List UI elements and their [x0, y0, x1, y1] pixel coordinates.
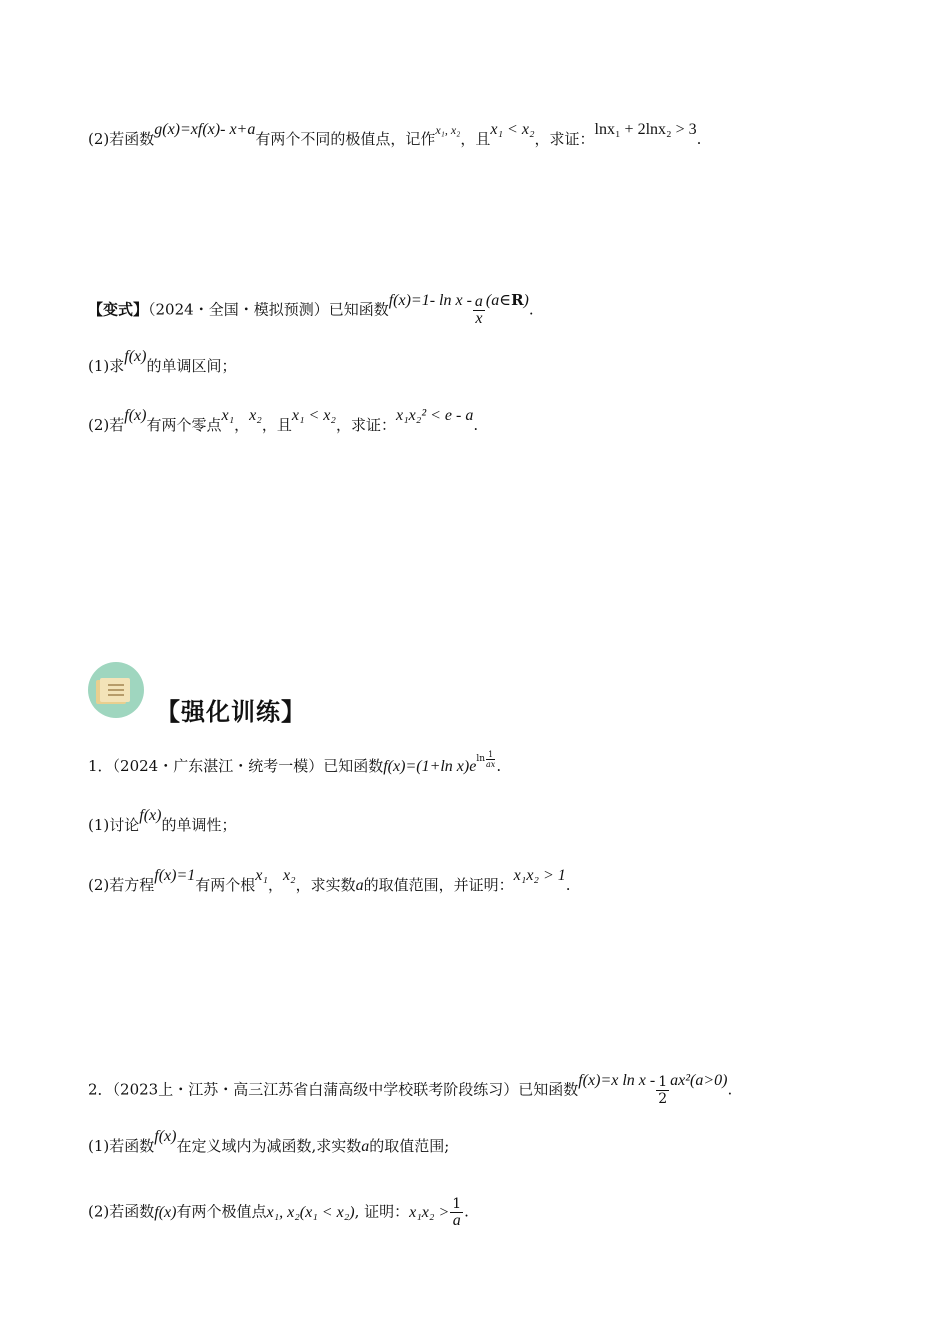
exercise-number: 2． [88, 1080, 113, 1099]
document-icon [88, 662, 144, 718]
formula-order: x₁ < x₂ [490, 121, 535, 138]
end: . [464, 1202, 469, 1221]
exercise-number: 1． [88, 757, 113, 775]
q2-prefix: (2)若方程 [88, 876, 155, 894]
formula-x1: x₁ [255, 867, 268, 884]
formula-close: ) [523, 291, 529, 309]
q1-prefix: (1)讨论 [88, 816, 140, 834]
q2-text: 有两个零点 [146, 416, 222, 434]
q1-prefix: (1)若函数 [88, 1137, 155, 1155]
exercise-1-q1 [88, 807, 910, 837]
formula-tail: ax²(a>0) [670, 1071, 728, 1089]
variant-q2-line [88, 407, 910, 437]
exercise-1-q2 [88, 867, 910, 897]
q2-text: , 证明： [354, 1202, 410, 1221]
formula-f: f(x)=x ln x - [578, 1071, 656, 1089]
formula-x1: x₁ [221, 407, 235, 424]
formula-f: f(x) [124, 348, 147, 365]
q2-prefix: (2)若 [88, 416, 125, 434]
formula-claim: x₁x₂ > [409, 1203, 450, 1221]
variant-source: （2024・全国・模拟预测）已知函数 [148, 300, 389, 319]
exercise-source: （2024・广东湛江・统考一模）已知函数 [112, 757, 384, 775]
end: . [696, 130, 702, 148]
end: . [565, 876, 571, 894]
formula-claim: lnx₁ + 2lnx₂ > 3 [594, 121, 697, 138]
exercise-2-q1 [88, 1128, 910, 1158]
q2-text: 的取值范围，并证明： [363, 876, 514, 894]
separator: ， [267, 876, 283, 894]
text: ，求证： [534, 130, 595, 148]
formula-equation: f(x)=1 [154, 867, 196, 884]
formula-claim: x₁x₂² < e - a [395, 407, 474, 424]
formula-g: g(x)=xf(x)- x+a [154, 121, 256, 138]
variant-q1-line [88, 348, 910, 378]
formula-a: a [355, 877, 364, 894]
problem-part2-line [88, 121, 910, 151]
exercise-2-header [88, 1071, 910, 1107]
section-title: 【强化训练】 [156, 698, 306, 726]
end: . [473, 416, 479, 434]
formula-extrema-points: x₁, x₂(x₁ < x₂) [266, 1203, 355, 1221]
formula-f: f(x) [124, 407, 147, 424]
formula-x2: x₂ [249, 407, 262, 424]
end: . [727, 1080, 733, 1099]
formula-f: f(x) [154, 1203, 177, 1221]
fraction-a-over-x: $\frac{a}{x}$ [474, 293, 483, 327]
part-prefix: (2)若函数 [88, 130, 155, 148]
formula-exponent: ln $\frac{1}{ax}$ [476, 749, 496, 769]
formula-x2: x₂ [282, 867, 296, 884]
exercise-2-q2 [88, 1196, 910, 1229]
text: ，且 [460, 130, 491, 148]
formula-extrema-points: x₁, x₂ [435, 123, 461, 137]
q1-text: 在定义域内为减函数,求实数 [176, 1137, 362, 1155]
formula-f: f(x)=(1+ln x)e [383, 758, 477, 775]
variant-header-line [88, 290, 910, 327]
formula-claim: x₁x₂ > 1 [513, 867, 566, 884]
q2-text: ，且 [261, 416, 292, 434]
q2-text: 有两个极值点 [176, 1202, 267, 1221]
q2-text: ，求证： [335, 416, 396, 434]
q1-text: 的单调性； [161, 816, 237, 834]
q1-prefix: (1)求 [88, 357, 125, 375]
formula-order: x₁ < x₂ [291, 407, 336, 424]
formula-real-set: R [511, 290, 524, 309]
q1-text: 的取值范围; [369, 1137, 450, 1155]
q1-text: 的单调区间； [146, 357, 237, 375]
q2-prefix: (2)若函数 [88, 1202, 155, 1221]
formula-f: f(x) [139, 807, 162, 824]
text: 有两个不同的极值点，记作 [255, 130, 436, 148]
fraction-one-over-a: $\frac{1}{a}$ [452, 1196, 462, 1229]
q2-text: ，求实数 [295, 876, 356, 894]
end: . [528, 300, 534, 319]
formula-a: a [361, 1138, 370, 1155]
exercise-1-header [88, 749, 910, 780]
formula-domain: (a∈ [485, 291, 512, 309]
end: . [496, 757, 502, 775]
separator: ， [234, 416, 250, 434]
q2-text: 有两个根 [195, 876, 256, 894]
formula-f: f(x)=1- ln x - [388, 291, 472, 309]
fraction-one-half: $\frac{1}{2}$ [658, 1074, 668, 1107]
exercise-source: （2023上・江苏・高三江苏省白蒲高级中学校联考阶段练习）已知函数 [112, 1080, 579, 1099]
formula-f: f(x) [154, 1128, 177, 1145]
variant-label: 【变式】 [88, 300, 149, 319]
